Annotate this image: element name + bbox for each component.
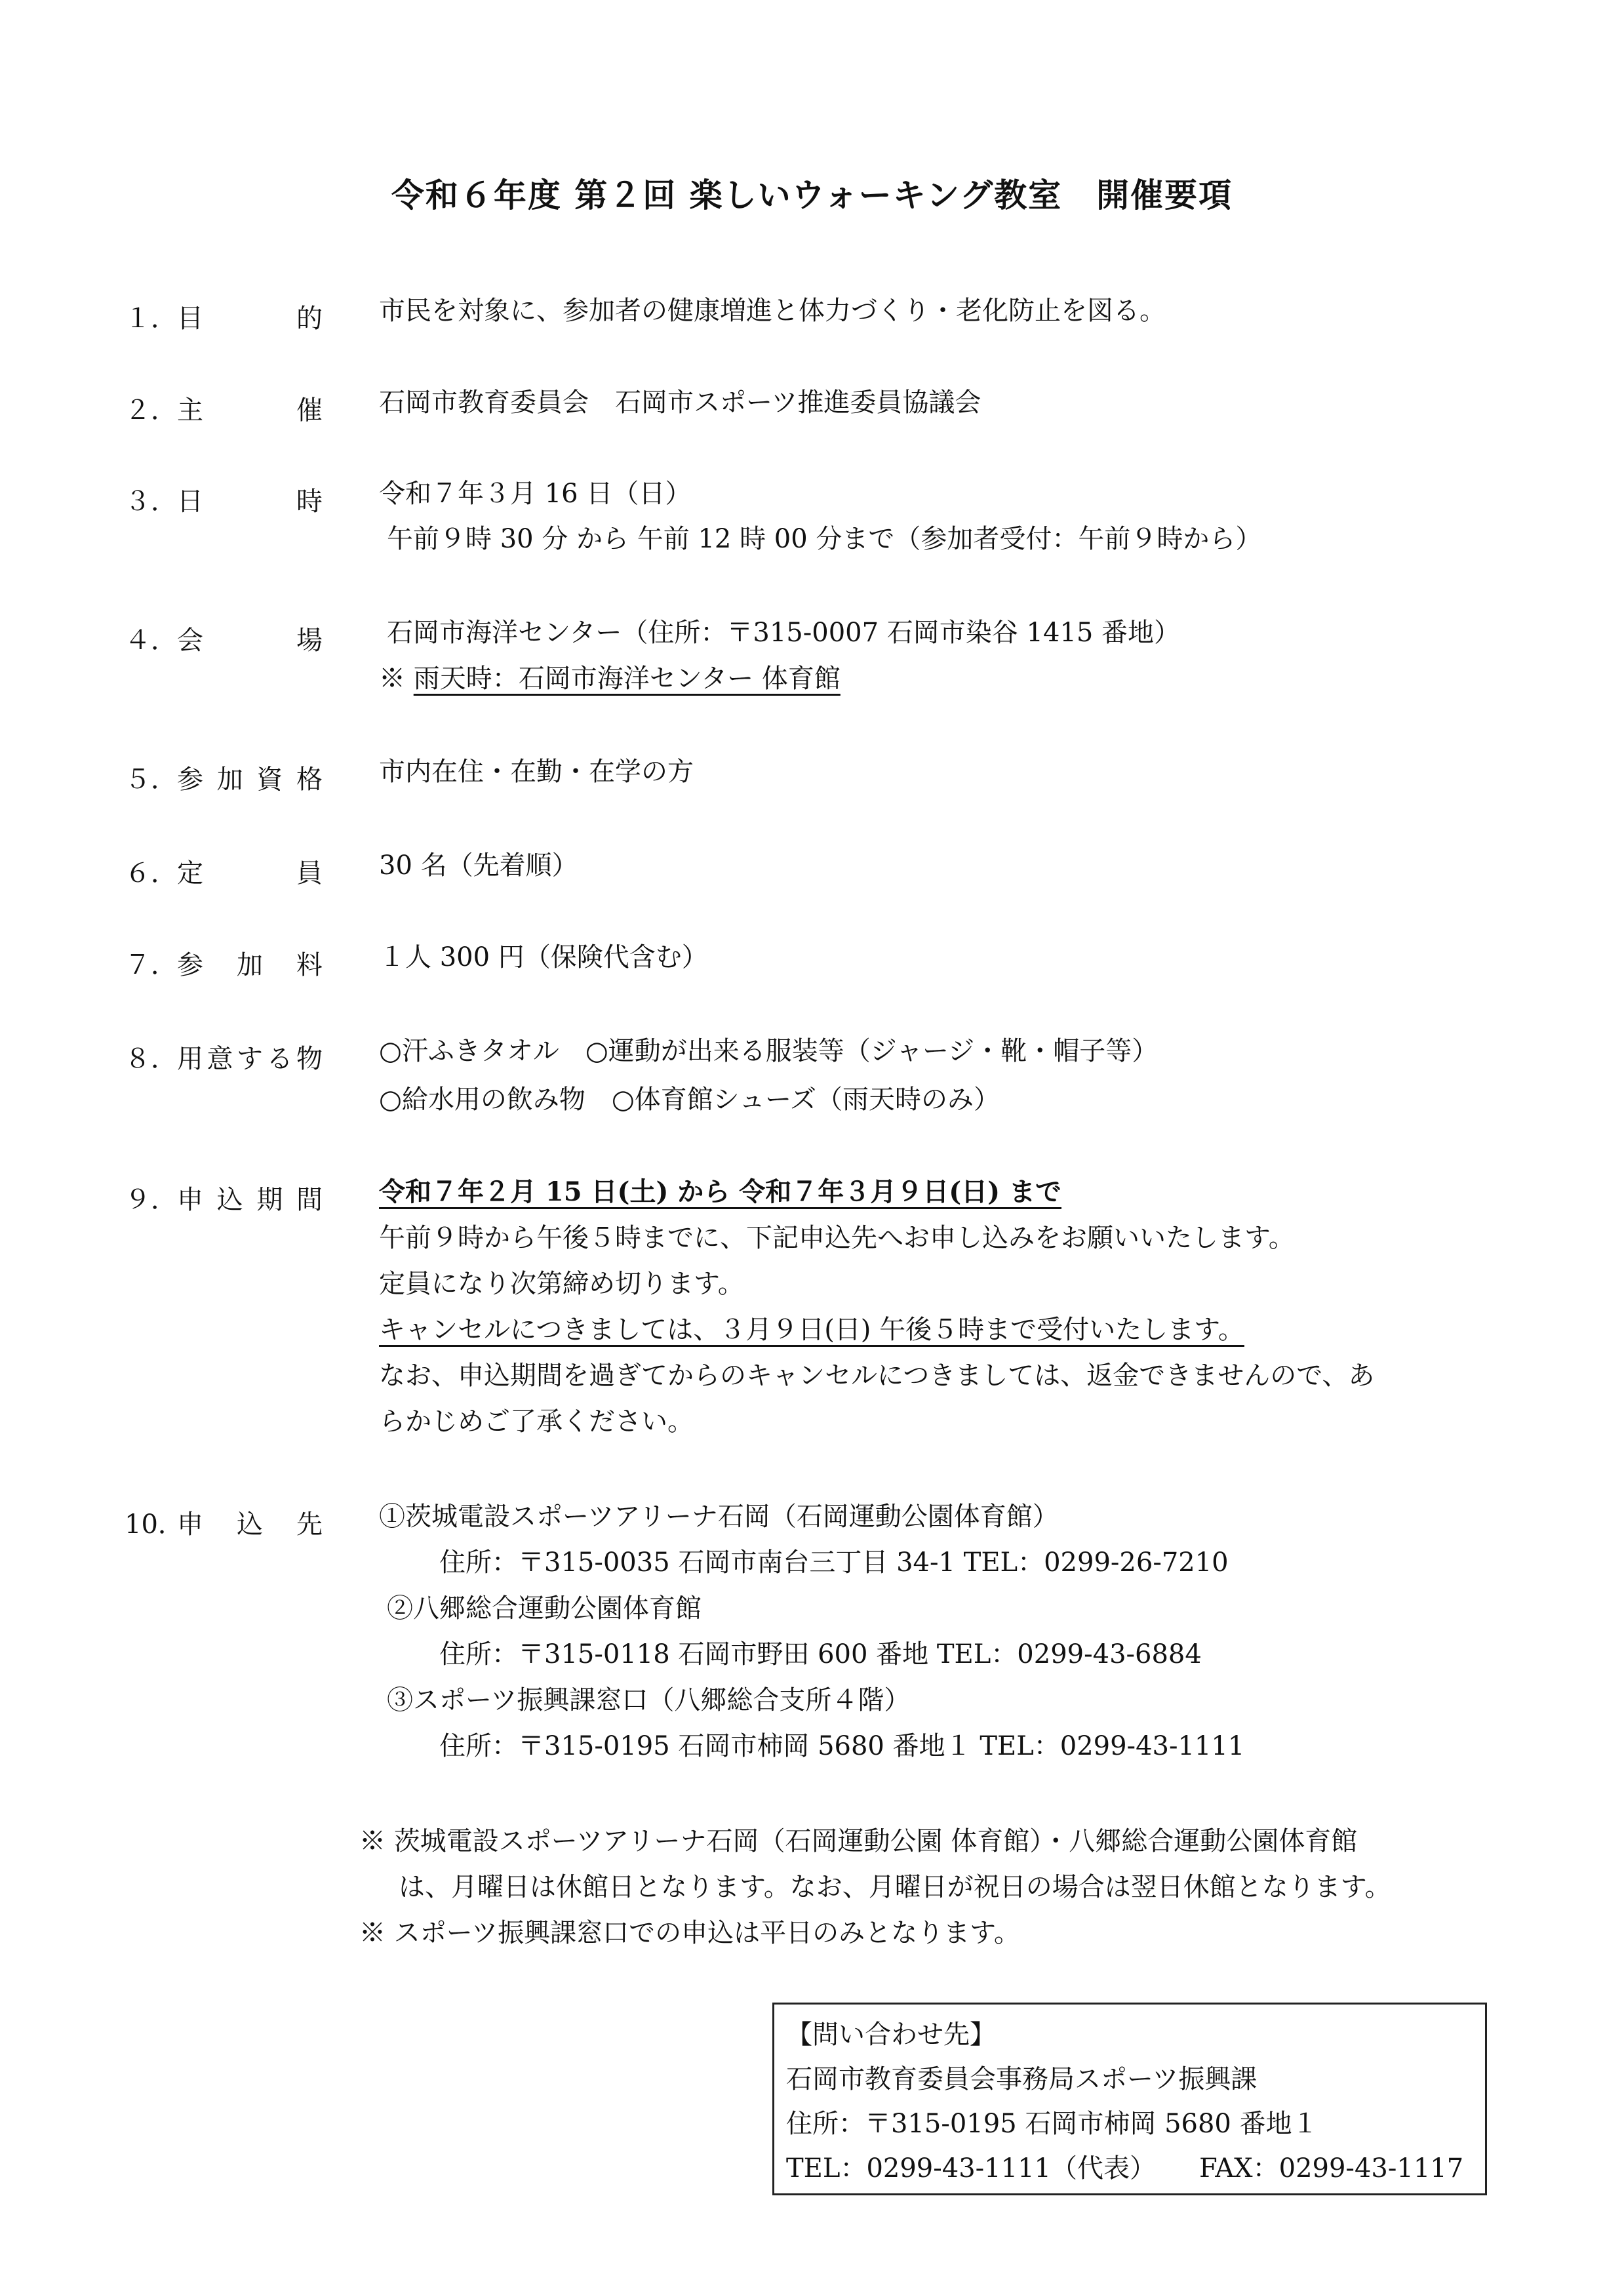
- item-text: 市民を対象に、参加者の健康増進と体力づくり・老化防止を図る。: [379, 296, 1166, 326]
- place-2-name: ②八郷総合運動公園体育館: [387, 1593, 702, 1624]
- item-text: 午前９時 30 分 から 午前 12 時 00 分まで（参加者受付：午前９時から）: [387, 524, 1262, 554]
- item-label: 主 催: [177, 395, 323, 426]
- item-text: ○汗ふきタオル ○運動が出来る服装等（ジャージ・靴・帽子等）: [379, 1036, 1159, 1066]
- inquiry-address: 住所：〒315-0195 石岡市柿岡 5680 番地１: [786, 2109, 1318, 2139]
- item-number: ３．: [125, 487, 177, 517]
- application-period-dates: 令和７年２月 15 日(土) から 令和７年３月９日(日) まで: [379, 1176, 1061, 1207]
- item-text: 定員になり次第締め切ります。: [379, 1269, 744, 1299]
- inquiry-tel: TEL：0299-43-1111（代表）: [786, 2153, 1156, 2184]
- note-line: は、月曜日は休館日となります。なお、月曜日が祝日の場合は翌日休館となります。: [399, 1872, 1391, 1902]
- item-label: 会 場: [177, 626, 323, 656]
- place-1-address: 住所：〒315-0035 石岡市南台三丁目 34-1 TEL：0299-26-7210: [439, 1547, 1229, 1578]
- item-text: 石岡市海洋センター（住所：〒315-0007 石岡市染谷 1415 番地）: [387, 618, 1181, 648]
- item-number: ９．: [125, 1185, 177, 1215]
- item-label: 参 加 資 格: [177, 765, 323, 795]
- item-text: 令和７年３月 16 日（日）: [379, 479, 692, 509]
- item-number: ４．: [125, 626, 177, 656]
- page-title: 令和６年度 第２回 楽しいウォーキング教室 開催要項: [391, 176, 1233, 214]
- note-mark: ※: [379, 664, 405, 694]
- item-label: 定 員: [177, 858, 323, 888]
- inquiry-org: 石岡市教育委員会事務局スポーツ振興課: [786, 2064, 1258, 2094]
- place-3-name: ③スポーツ振興課窓口（八郷総合支所４階）: [387, 1685, 911, 1715]
- item-label: 日 時: [177, 487, 323, 517]
- note-line: ※ 茨城電設スポーツアリーナ石岡（石岡運動公園 体育館）・八郷総合運動公園体育館: [359, 1826, 1358, 1856]
- inquiry-fax: FAX：0299-43-1117: [1199, 2153, 1464, 2184]
- item-text: なお、申込期間を過ぎてからのキャンセルにつきましては、返金できませんので、あ: [379, 1361, 1375, 1391]
- item-text: ○給水用の飲み物 ○体育館シューズ（雨天時のみ）: [379, 1085, 1000, 1115]
- item-text: １人 300 円（保険代含む）: [379, 942, 708, 972]
- note-line: ※ スポーツ振興課窓口での申込は平日のみとなります。: [359, 1918, 1020, 1948]
- item-number: ６．: [125, 858, 177, 888]
- item-label: 用 意 す る 物: [177, 1044, 323, 1074]
- inquiry-box: [772, 2003, 1487, 2195]
- place-1-name: ①茨城電設スポーツアリーナ石岡（石岡運動公園体育館）: [379, 1502, 1059, 1532]
- item-number: １．: [125, 304, 177, 334]
- item-number: 10．: [125, 1509, 184, 1540]
- item-number: ７．: [125, 950, 177, 980]
- item-label: 参 加 料: [177, 950, 323, 980]
- item-text: 30 名（先着順）: [379, 850, 578, 881]
- item-number: ５．: [125, 765, 177, 795]
- item-text: 市内在住・在勤・在学の方: [379, 757, 694, 787]
- place-2-address: 住所：〒315-0118 石岡市野田 600 番地 TEL：0299-43-6884: [439, 1639, 1202, 1669]
- item-text: 石岡市教育委員会 石岡市スポーツ推進委員協議会: [379, 388, 981, 418]
- item-text: 午前９時から午後５時までに、下記申込先へお申し込みをお願いいたします。: [379, 1223, 1295, 1253]
- item-label: 申 込 先: [177, 1509, 323, 1540]
- cancel-deadline-underlined: キャンセルにつきましては、３月９日(日) 午後５時まで受付いたします。: [379, 1315, 1244, 1345]
- item-number: ２．: [125, 395, 177, 426]
- rain-note: [379, 662, 841, 696]
- item-label: 目 的: [177, 304, 323, 334]
- inquiry-heading: 【問い合わせ先】: [786, 2020, 996, 2050]
- rain-venue-underlined: 雨天時：石岡市海洋センター 体育館: [413, 664, 841, 694]
- item-number: ８．: [125, 1044, 177, 1074]
- place-3-address: 住所：〒315-0195 石岡市柿岡 5680 番地１ TEL：0299-43-1111: [439, 1731, 1245, 1761]
- item-label: 申 込 期 間: [177, 1185, 323, 1215]
- item-text: らかじめご了承ください。: [379, 1407, 694, 1437]
